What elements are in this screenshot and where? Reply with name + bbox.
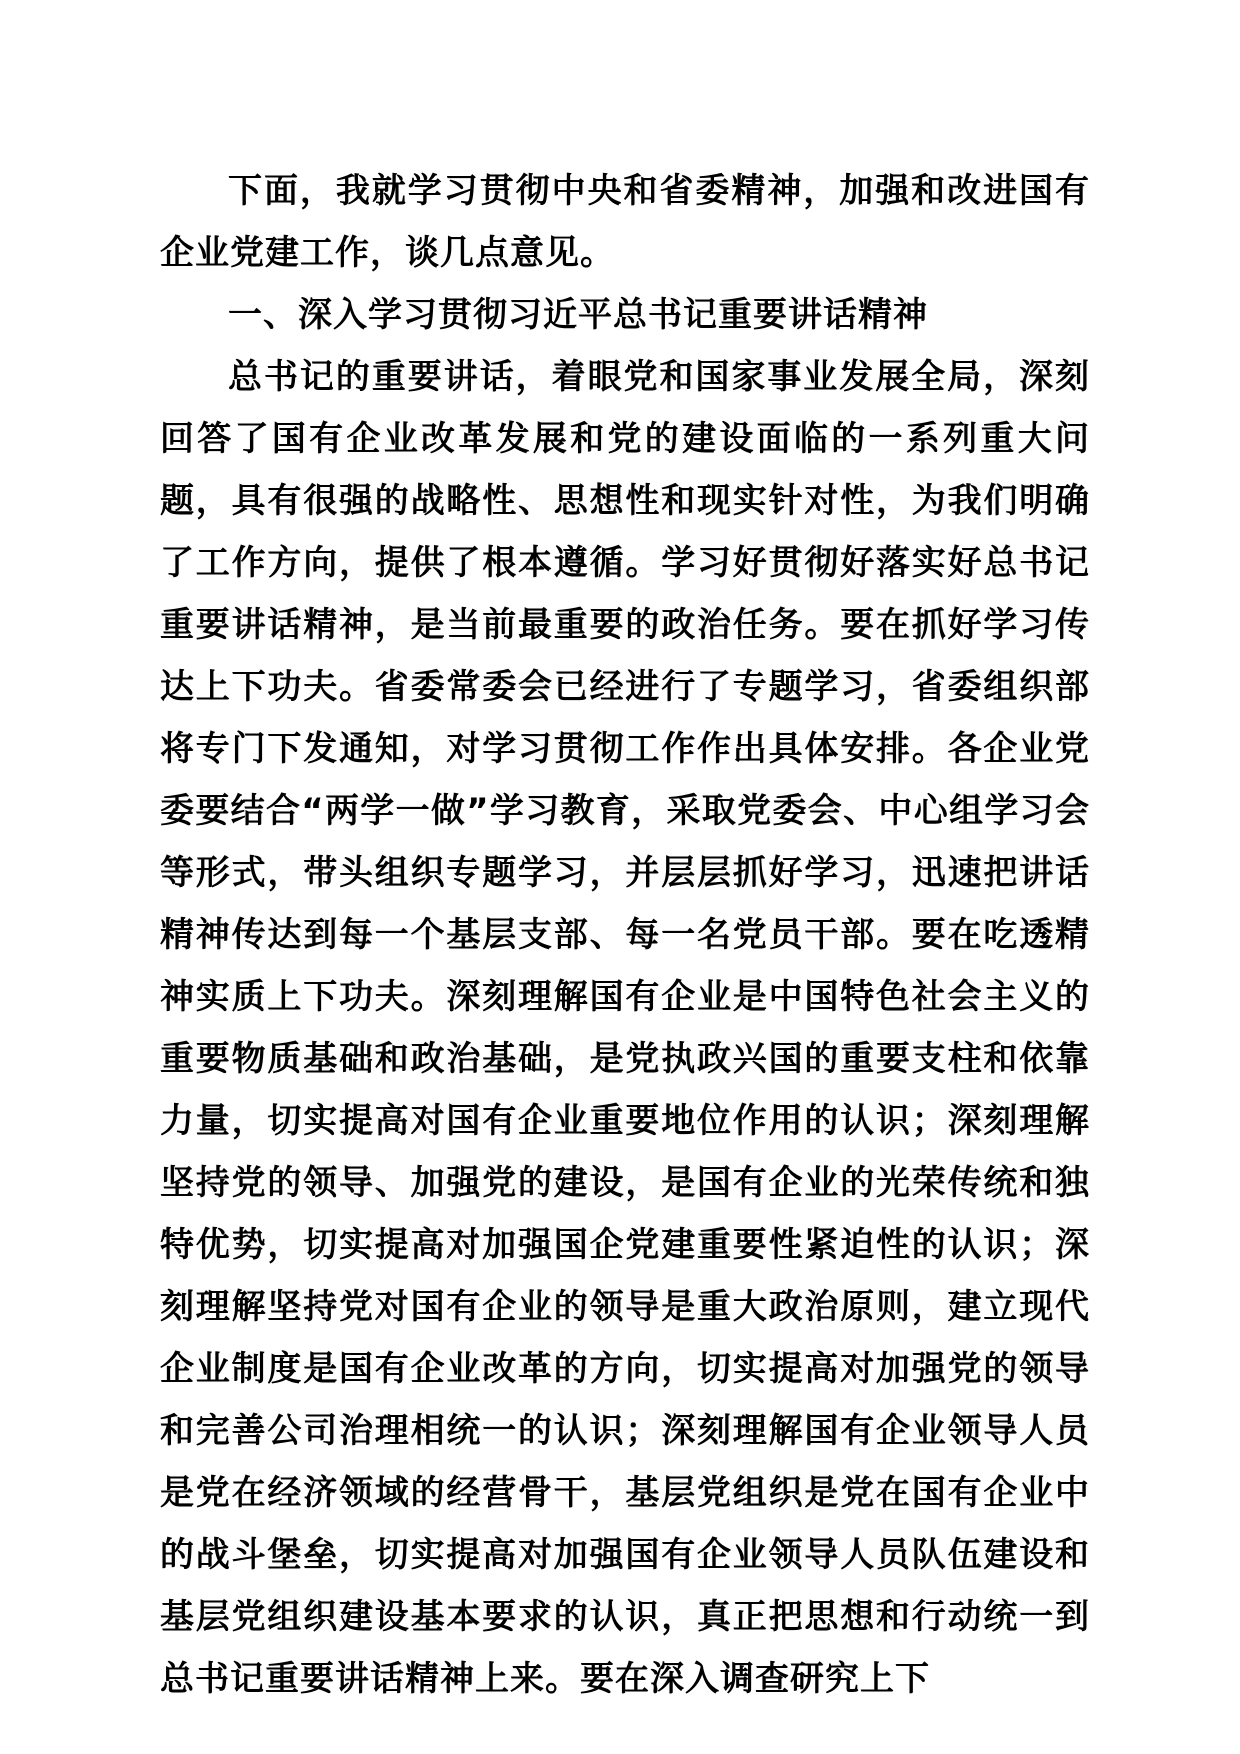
section-heading: 一、深入学习贯彻习近平总书记重要讲话精神 — [228, 295, 928, 335]
intro-paragraph: 下面，我就学习贯彻中央和省委精神，加强和改进国有企业党建工作，谈几点意见。 — [160, 171, 1090, 273]
document-body — [160, 160, 1090, 1710]
body-paragraph: 总书记的重要讲话，着眼党和国家事业发展全局，深刻回答了国有企业改革发展和党的建设面临的一系列重大问题，具有很强的战略性、思想性和现实针对性，为我们明确了工作方向，提供了根本遵循。学习好贯彻好落实好总书记重要讲话精神，是当前最重要的政治任务。要在抓好学习传达上下功夫。省委常委会已经进行了专题学习，省委组织部将专门下发通知，对学习贯彻工作作出具体安排。各企业党委要结合“两学一做”学习教育，采取党委会、中心组学习会等形式，带头组织专题学习，并层层抓好学习，迅速把讲话精神传达到每一个基层支部、每一名党员干部。要在吃透精神实质上下功夫。深刻理解国有企业是中国特色社会主义的重要物质基础和政治基础，是党执政兴国的重要支柱和依靠力量，切实提高对国有企业重要地位作用的认识；深刻理解坚持党的领导、加强党的建设，是国有企业的光荣传统和独特优势，切实提高对加强国企党建重要性紧迫性的认识；深刻理解坚持党对国有企业的领导是重大政治原则，建立现代企业制度是国有企业改革的方向，切实提高对加强党的领导和完善公司治理相统一的认识；深刻理解国有企业领导人员是党在经济领域的经营骨干，基层党组织是党在国有企业中的战斗堡垒，切实提高对加强国有企业领导人员队伍建设和基层党组织建设基本要求的认识，真正把思想和行动统一到总书记重要讲话精神上来。要在深入调查研究上下 — [160, 357, 1090, 1699]
